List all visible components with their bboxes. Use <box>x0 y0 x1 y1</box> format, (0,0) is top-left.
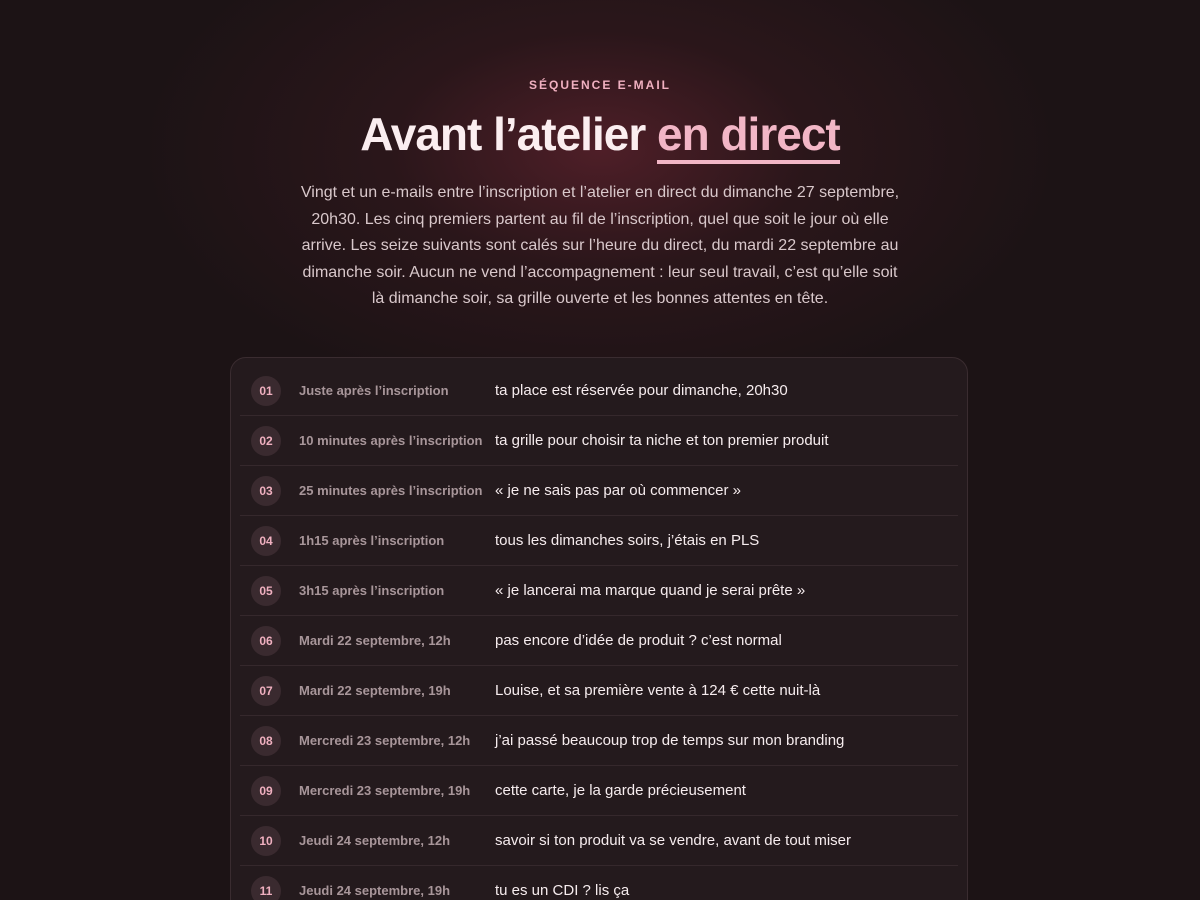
email-timing: Mardi 22 septembre, 12h <box>299 633 451 648</box>
email-row[interactable] <box>240 816 958 866</box>
email-number-badge: 09 <box>251 776 281 806</box>
email-subject: ta grille pour choisir ta niche et ton premier produit <box>495 432 829 449</box>
email-row[interactable] <box>240 566 958 616</box>
email-timing: Mercredi 23 septembre, 19h <box>299 783 471 798</box>
email-subject: « je ne sais pas par où commencer » <box>495 482 741 499</box>
email-timing: 10 minutes après l’inscription <box>299 433 483 448</box>
email-subject: Louise, et sa première vente à 124 € cette nuit-là <box>495 682 821 699</box>
email-number-badge: 02 <box>251 426 281 456</box>
email-number-badge: 06 <box>251 626 281 656</box>
email-subject: pas encore d’idée de produit ? c’est normal <box>495 632 782 649</box>
email-row[interactable] <box>240 666 958 716</box>
email-subject: savoir si ton produit va se vendre, avant de tout miser <box>495 832 852 849</box>
email-number-badge: 08 <box>251 726 281 756</box>
email-row[interactable] <box>240 616 958 666</box>
title-main: Avant l’atelier <box>360 108 657 160</box>
page-title <box>0 106 1200 162</box>
email-sequence-list <box>230 357 968 900</box>
email-number-badge: 03 <box>251 476 281 506</box>
email-subject: j’ai passé beaucoup trop de temps sur mon branding <box>495 732 845 749</box>
email-number-badge: 04 <box>251 526 281 556</box>
email-timing: Jeudi 24 septembre, 12h <box>299 833 451 848</box>
section-eyebrow: SÉQUENCE E-MAIL <box>528 78 671 92</box>
intro-paragraph: Vingt et un e-mails entre l’inscription et l’atelier en direct du dimanche 27 septembre, 20h30. Les cinq premiers partent au fil de l’inscription, quel que soit le jour où elle arrive. Les seize suivants sont calés sur l’heure du direct, du mardi 22 septembre au dimanche soir. Aucun ne vend l’accompagnement : leur seul travail, c’est qu’elle soit là dimanche soir, sa grille ouverte et les bonnes attentes en tête. <box>300 184 900 307</box>
email-number-badge: 01 <box>251 376 281 406</box>
email-subject: tous les dimanches soirs, j’étais en PLS <box>495 532 760 549</box>
email-row[interactable] <box>240 466 958 516</box>
email-subject: tu es un CDI ? lis ça <box>495 882 630 899</box>
title-accent: en direct <box>657 108 840 164</box>
email-timing: 3h15 après l’inscription <box>299 583 445 598</box>
email-number-badge: 11 <box>251 876 281 900</box>
email-row[interactable] <box>240 866 958 900</box>
email-row[interactable] <box>240 366 958 416</box>
email-timing: Jeudi 24 septembre, 19h <box>299 883 451 898</box>
email-row[interactable] <box>240 416 958 466</box>
email-subject: cette carte, je la garde précieusement <box>495 782 746 799</box>
email-row[interactable] <box>240 516 958 566</box>
email-row[interactable] <box>240 766 958 816</box>
email-timing: Juste après l’inscription <box>299 383 449 398</box>
email-timing: Mercredi 23 septembre, 12h <box>299 733 471 748</box>
email-timing: 1h15 après l’inscription <box>299 533 445 548</box>
email-number-badge: 07 <box>251 676 281 706</box>
email-row[interactable] <box>240 716 958 766</box>
email-number-badge: 10 <box>251 826 281 856</box>
email-number-badge: 05 <box>251 576 281 606</box>
email-timing: Mardi 22 septembre, 19h <box>299 683 451 698</box>
email-subject: « je lancerai ma marque quand je serai prête » <box>495 582 806 599</box>
email-timing: 25 minutes après l’inscription <box>299 483 483 498</box>
email-subject: ta place est réservée pour dimanche, 20h30 <box>495 382 788 399</box>
